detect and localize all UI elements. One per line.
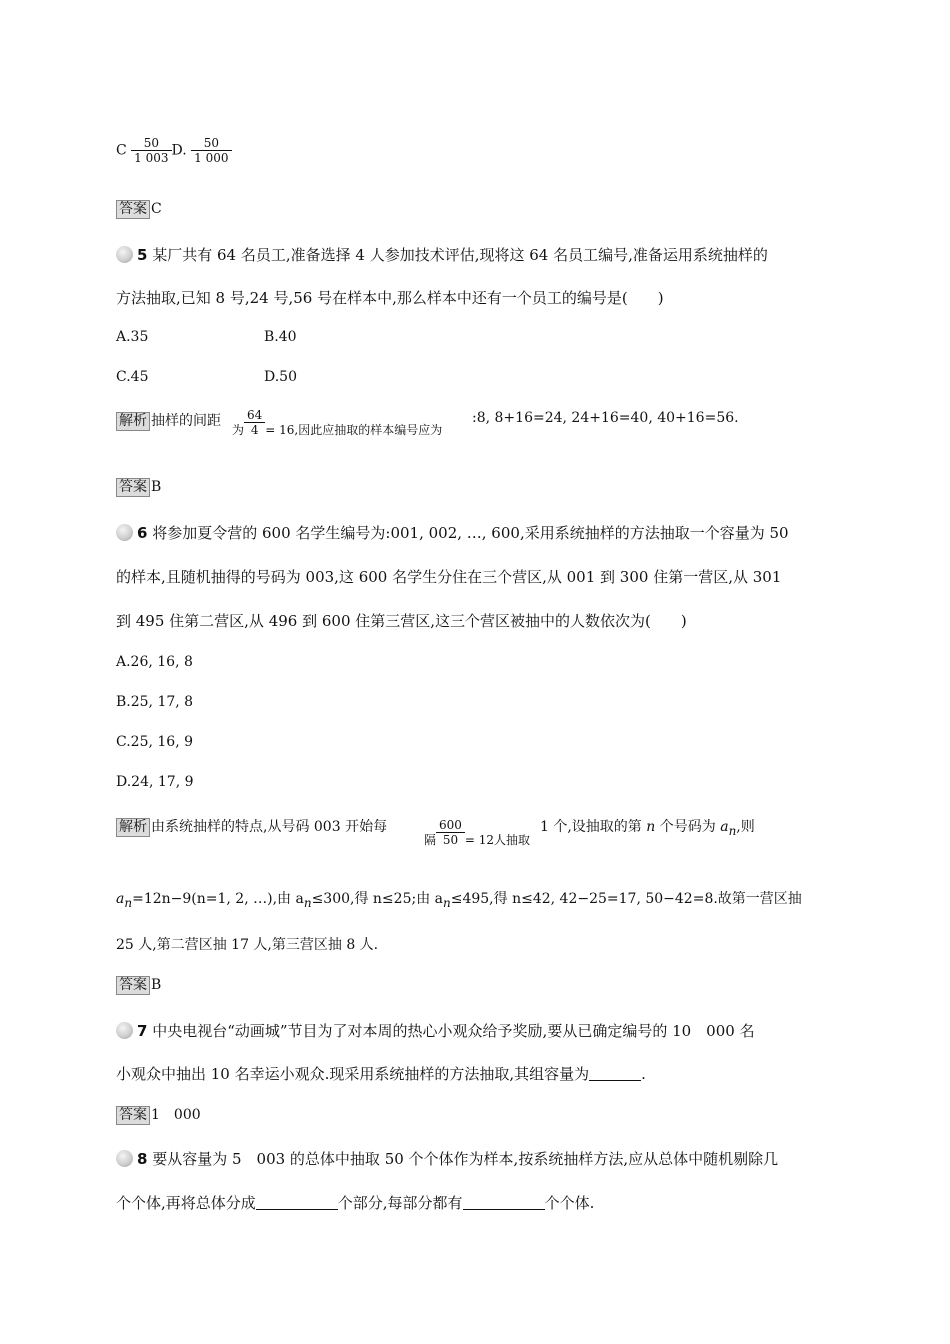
formula-fraction [436,818,465,847]
q6-option-c: C.25, 16, 9 [116,734,193,750]
question-bullet-icon [116,1022,133,1039]
q4-option-c-numerator: 50 [143,136,159,150]
q6-stem-line-3: 到 495 住第二营区,从 496 到 600 住第三营区,这三个营区被抽中的人数依次为( ) [116,612,687,630]
analysis-tag: 解析 [116,818,150,837]
q4-answer [116,200,162,219]
q5-answer [116,478,161,497]
q5-stem-line-2: 方法抽取,已知 8 号,24 号,56 号在样本中,那么样本中还有一个员工的编号是( ) [116,289,664,307]
answer-tag: 答案 [116,976,150,995]
question-number: 7 [137,1022,148,1040]
formula-fraction [244,408,265,437]
analysis-fragment: ,则 [736,819,755,835]
q4-option-d-label: D. [171,142,187,159]
question-bullet-icon [116,524,133,541]
question-bullet-icon [116,1150,133,1167]
q7-text-line-2: 小观众中抽出 10 名幸运小观众.现采用系统抽样的方法抽取,其组容量为 [116,1065,590,1083]
q8-text-part-c: 个个体. [544,1194,595,1212]
answer-tag: 答案 [116,1106,150,1125]
q8-fill-blank-2[interactable] [463,1195,545,1210]
answer-value: B [151,479,162,495]
question-number: 5 [137,246,148,264]
answer-value: 1 000 [151,1107,201,1123]
q8-stem-line-1 [116,1148,778,1169]
question-bullet-icon [116,246,133,263]
q4-option-c-label: C [116,142,127,159]
analysis-text: 抽样的间距 [151,413,221,429]
question-number: 6 [137,524,148,542]
answer-value: B [151,977,162,993]
analysis-fragment: 1 个,设抽取的第 [540,819,642,835]
q6-analysis-continued [540,816,755,838]
q6-analysis-line-c: 25 人,第二营区抽 17 人,第三营区抽 8 人. [116,937,379,953]
q4-option-d-fraction [191,136,231,165]
analysis-fragment: =12n−9(n=1, 2, …),由 a [132,891,304,907]
q8-text-line-1: 要从容量为 5 003 的总体中抽取 50 个个体作为样本,按系统抽样方法,应从总体中随机剔除几 [152,1150,779,1168]
q4-option-c-fraction [131,136,171,165]
answer-tag: 答案 [116,200,150,219]
q7-stem-line-2 [116,1063,646,1084]
analysis-fragment: 个号码为 [659,819,716,835]
answer-value: C [151,201,162,217]
q6-analysis-line-b [116,888,802,910]
formula-suffix: = 12人抽取 [464,833,531,847]
q5-analysis [116,410,221,431]
q4-option-d-denominator: 1 000 [191,150,231,165]
formula-suffix: = 16,因此应抽取的样本编号应为 [265,423,443,437]
q5-stem-line-1 [116,244,768,265]
subscript-n: n [728,823,737,838]
q4-option-d-numerator: 50 [203,136,219,150]
q8-stem-line-2 [116,1192,594,1213]
q5-option-a: A.35 [116,329,149,345]
q5-analysis-sequence: :8, 8+16=24, 24+16=40, 40+16=56. [472,410,739,426]
q5-text-line-1: 某厂共有 64 名员工,准备选择 4 人参加技术评估,现将这 64 名员工编号,准备运用系统抽样的 [152,246,768,264]
q6-option-a: A.26, 16, 8 [116,654,193,670]
q8-text-part-b: 个部分,每部分都有 [337,1194,463,1212]
q7-answer [116,1104,201,1125]
formula-denominator: 4 [244,422,265,437]
formula-denominator: 50 [436,832,465,847]
formula-prefix: 为 [232,423,245,437]
q7-text-end: . [641,1065,646,1083]
subscript-n: n [443,895,451,910]
subscript-n: n [124,895,133,910]
analysis-tag: 解析 [116,412,150,431]
formula-numerator: 600 [439,818,462,832]
q6-text-line-1: 将参加夏令营的 600 名学生编号为:001, 002, …, 600,采用系统抽样的方法抽取一个容量为 50 [152,524,789,542]
q7-fill-blank[interactable] [589,1066,641,1081]
q8-text-part-a: 个个体,再将总体分成 [116,1194,256,1212]
answer-tag: 答案 [116,478,150,497]
formula-numerator: 64 [247,408,263,422]
q5-analysis-formula [232,408,442,438]
q4-option-c-denominator: 1 003 [131,150,171,165]
analysis-fragment: ≤300,得 n≤25;由 a [311,891,443,907]
q6-analysis-formula [424,818,530,848]
q6-option-b: B.25, 17, 8 [116,694,194,710]
analysis-text: 由系统抽样的特点,从号码 003 开始每 [151,819,388,835]
subscript-n: n [303,895,312,910]
q5-option-d: D.50 [264,369,297,385]
analysis-fragment: ≤495,得 n≤42, 42−25=17, 50−42=8.故第一营区抽 [450,891,802,907]
formula-prefix: 隔 [424,833,437,847]
q6-analysis [116,816,387,837]
q6-option-d: D.24, 17, 9 [116,774,194,790]
q6-stem-line-2: 的样本,且随机抽得的号码为 003,这 600 名学生分住在三个营区,从 001 到 300 住第一营区,从 301 [116,568,782,586]
q4-options [116,136,232,165]
q5-option-b: B.40 [264,329,297,345]
q8-fill-blank-1[interactable] [256,1195,338,1210]
question-number: 8 [137,1150,148,1168]
q7-text-line-1: 中央电视台“动画城”节目为了对本周的热心小观众给予奖励,要从已确定编号的 10 000 名 [152,1022,755,1040]
q6-stem-line-1 [116,522,789,543]
q7-stem-line-1 [116,1020,755,1041]
variable-a: a [116,891,125,907]
q6-answer [116,976,161,995]
q5-option-c: C.45 [116,369,149,385]
variable-a: a [720,819,729,835]
variable-n: n [646,819,656,835]
